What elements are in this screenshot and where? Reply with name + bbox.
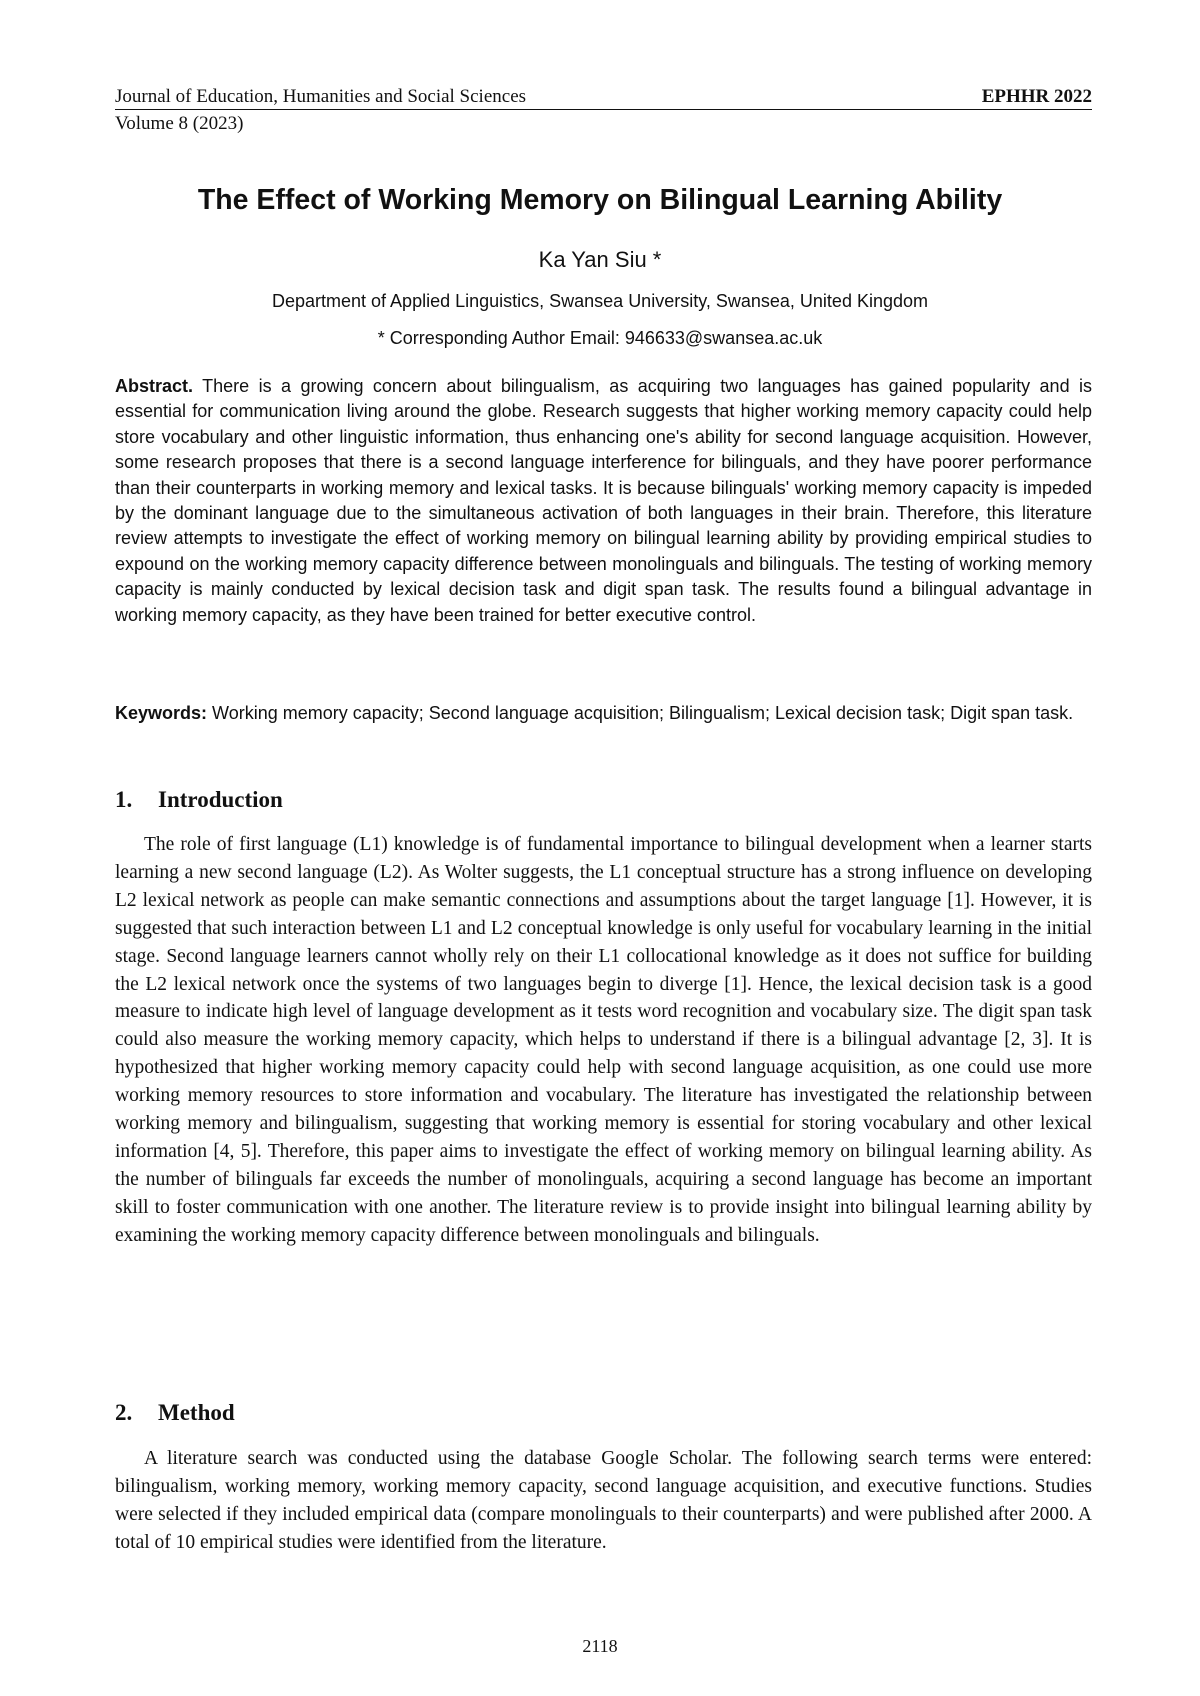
header-row <box>115 86 1092 110</box>
conference-name: EPHHR 2022 <box>981 86 1092 107</box>
section-number: 1. <box>115 787 133 812</box>
volume-info: Volume 8 (2023) <box>115 113 244 134</box>
abstract-text: There is a growing concern about bilingualism, as acquiring two languages has gained popularity and is essential for communication living around the globe. Research suggests that higher working memory capacity could help store vocabulary and other linguistic information, thus enhancing one's ability for second language acquisition. However, some research proposes that there is a second language interference for bilinguals, and they have poorer performance than their counterparts in working memory and lexical tasks. It is because bilinguals' working memory capacity is impeded by the dominant language due to the simultaneous activation of both languages in their brain. Therefore, this literature review attempts to investigate the effect of working memory on bilingual learning ability by providing empirical studies to expound on the working memory capacity difference between monolinguals and bilinguals. The testing of working memory capacity is mainly conducted by lexical decision task and digit span task. The results found a bilingual advantage in working memory capacity, as they have been trained for better executive control. <box>115 376 1092 625</box>
author-name: Ka Yan Siu * <box>538 247 662 272</box>
introduction-paragraph: The role of first language (L1) knowledge is of fundamental importance to bilingual development when a learner starts learning a new second language (L2). As Wolter suggests, the L1 conceptual structure has a strong influence on developing L2 lexical network as people can make semantic connections and assumptions about the target language [1]. However, it is suggested that such interaction between L1 and L2 conceptual knowledge is only useful for vocabulary learning in the initial stage. Second language learners cannot wholly rely on their L1 collocational knowledge as it does not suffice for building the L2 lexical network once the systems of two languages begin to diverge [1]. Hence, the lexical decision task is a good measure to indicate high level of language development as it tests word recognition and vocabulary size. The digit span task could also measure the working memory capacity, which helps to understand if there is a bilingual advantage [2, 3]. It is hypothesized that higher working memory capacity could help with second language acquisition, as one could use more working memory resources to store information and vocabulary. The literature has investigated the relationship between working memory and bilingualism, suggesting that working memory is essential for storing vocabulary and other lexical information [4, 5]. Therefore, this paper aims to investigate the effect of working memory on bilingual learning ability. As the number of bilinguals far exceeds the number of monolinguals, acquiring a second language has become an important skill to foster communication with one another. The literature review is to provide insight into bilingual learning ability by examining the working memory capacity difference between monolinguals and bilinguals. <box>115 834 1092 1246</box>
author-affiliation: Department of Applied Linguistics, Swansea University, Swansea, United Kingdom <box>271 291 928 311</box>
abstract <box>115 374 1092 628</box>
abstract-label: Abstract. <box>115 376 194 396</box>
paper-title: The Effect of Working Memory on Bilingual Learning Ability <box>197 184 1003 216</box>
section-number: 2. <box>115 1400 133 1425</box>
running-header <box>115 86 1092 135</box>
section-title: Method <box>158 1400 235 1425</box>
corresponding-email: * Corresponding Author Email: 946633@swansea.ac.uk <box>377 328 823 348</box>
keywords-label: Keywords: <box>115 703 208 723</box>
section-heading-introduction <box>115 787 283 813</box>
journal-name: Journal of Education, Humanities and Social Sciences <box>115 86 527 107</box>
keywords-text: Working memory capacity; Second language acquisition; Bilingualism; Lexical decision task; Digit span task. <box>212 703 1074 723</box>
keywords <box>115 701 1092 726</box>
method-paragraph: A literature search was conducted using the database Google Scholar. The following search terms were entered: bilingualism, working memory, working memory capacity, second language acquisition, and executive functions. Studies were selected if they included empirical data (compare monolinguals to their counterparts) and were published after 2000. A total of 10 empirical studies were identified from the literature. <box>115 1448 1092 1553</box>
section-title: Introduction <box>158 787 283 812</box>
section-heading-method <box>115 1400 235 1426</box>
page-number: 2118 <box>582 1636 618 1656</box>
